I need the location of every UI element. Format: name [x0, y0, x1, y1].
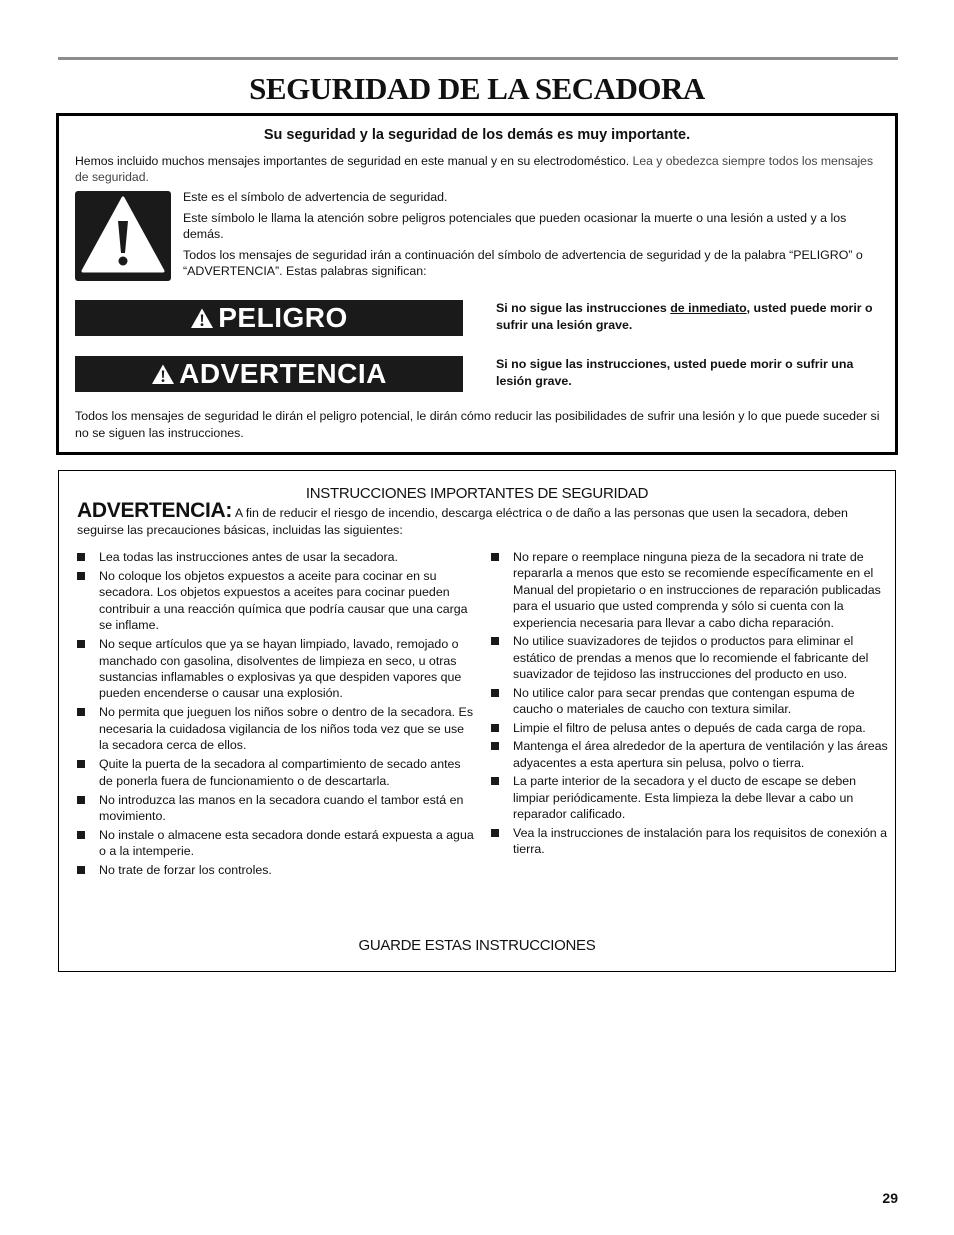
bullet-icon	[491, 777, 499, 785]
safety-box	[56, 113, 898, 455]
list-item-text: No utilice suavizadores de tejidos o productos para eliminar el estático de prendas a menos que lo recomiende el fabricante del suavizador de tejidoso las instrucciones del producto en uso.	[513, 634, 869, 682]
page-number: 29	[882, 1190, 898, 1206]
list-item-text: No seque artículos que ya se hayan limpiado, lavado, remojado o manchado con gasolina, disolventes de limpieza en seco, u otras sustancias inflamables o explosivas ya que despiden vapores que pueden encenderse o causar una explosión.	[99, 637, 462, 701]
instructions-heading: INSTRUCCIONES IMPORTANTES DE SEGURIDAD	[305, 485, 649, 502]
safety-intro-tail: Lea y obedezca siempre todos los mensajes de seguridad.	[75, 154, 874, 184]
bullet-icon	[77, 796, 85, 804]
list-item	[491, 720, 891, 736]
list-item	[77, 756, 477, 789]
bullet-icon	[77, 572, 85, 580]
list-item	[491, 549, 891, 631]
warning-triangle-icon	[190, 307, 214, 329]
advertencia-description: Si no sigue las instrucciones, usted puede morir o sufrir una lesión grave.	[496, 357, 854, 388]
list-item-text: No repare o reemplace ninguna pieza de la secadora ni trate de repararla a menos que esto se recomiende específicamente en el Manual del propietario o en instrucciones de reparación publicadas para el usuario que usted comprenda y sólo si cuenta con la experiencia necesaria para llevar a cabo dicha reparación.	[513, 550, 881, 630]
list-item-text: No coloque los objetos expuestos a aceite para cocinar en su secadora. Los objetos expuestos a aceites para cocinar pueden contribuir a una reacción química que podría causar que una carga se inflame.	[99, 569, 468, 633]
peligro-description	[496, 300, 888, 334]
bullet-icon	[77, 640, 85, 648]
bullet-icon	[491, 689, 499, 697]
peligro-desc-text: Si no sigue las instrucciones	[496, 301, 671, 315]
list-item-text: La parte interior de la secadora y el ducto de escape se deben limpiar periódicamente. Esta limpieza la debe llevar a cabo un reparador calificado.	[513, 774, 857, 822]
list-item	[491, 633, 891, 682]
page-title: SEGURIDAD DE LA SECADORA	[249, 71, 705, 106]
list-item	[77, 862, 477, 878]
list-item	[491, 825, 891, 858]
peligro-desc-text-end: , usted puede morir o sufrir una lesión grave.	[496, 301, 873, 332]
instructions-footer: GUARDE ESTAS INSTRUCCIONES	[358, 937, 596, 954]
bullet-icon	[77, 708, 85, 716]
bullet-icon	[77, 866, 85, 874]
list-item	[491, 685, 891, 718]
peligro-desc-emphasis: de inmediato	[670, 301, 747, 315]
list-item-text: No permita que jueguen los niños sobre o dentro de la secadora. Es necesaria la cuidadosa vigilancia de los niños toda vez que se use la secadora cerca de ellos.	[99, 705, 474, 753]
warning-triangle-icon	[151, 363, 175, 385]
top-rule	[58, 57, 898, 60]
list-item-text: No trate de forzar los controles.	[99, 863, 272, 878]
list-item	[77, 568, 477, 634]
list-item	[491, 773, 891, 822]
list-item-text: Vea la instrucciones de instalación para los requisitos de conexión a tierra.	[513, 825, 888, 857]
peligro-label: PELIGRO	[218, 302, 348, 333]
bullet-icon	[77, 760, 85, 768]
instructions-box	[58, 470, 896, 972]
bullet-icon	[491, 637, 499, 645]
list-item	[491, 738, 891, 771]
peligro-signal-bar	[75, 300, 463, 336]
safety-intro-main: Hemos incluido muchos mensajes importantes de seguridad en este manual y en su electrodoméstico.	[75, 154, 630, 168]
bullet-icon	[77, 553, 85, 561]
list-item-text: No introduzca las manos en la secadora cuando el tambor está en movimiento.	[99, 792, 464, 824]
list-item	[77, 792, 477, 825]
bullet-icon	[77, 831, 85, 839]
left-instruction-list	[77, 549, 477, 881]
advertencia-inline-label: ADVERTENCIA:	[77, 499, 233, 522]
symbol-line: Todos los mensajes de seguridad irán a continuación del símbolo de advertencia de seguridad y de la palabra “PELIGRO” o “ADVERTENCIA”. Estas palabras significan:	[183, 247, 863, 278]
list-item-text: No instale o almacene esta secadora donde estará expuesta a agua o a la intemperie.	[99, 828, 474, 859]
list-item-text: Limpie el filtro de pelusa antes o depués de cada carga de ropa.	[513, 720, 866, 735]
list-item-text: No utilice calor para secar prendas que contengan espuma de caucho o materiales de caucho con textura similar.	[513, 685, 855, 717]
symbol-explanation	[183, 189, 883, 284]
safety-alert-symbol-icon	[75, 191, 171, 281]
bullet-icon	[491, 724, 499, 732]
right-instruction-list	[491, 549, 891, 860]
advertencia-signal-bar	[75, 356, 463, 392]
list-item-text: Lea todas las instrucciones antes de usar la secadora.	[99, 550, 398, 564]
symbol-line: Este es el símbolo de advertencia de seguridad.	[183, 190, 448, 204]
symbol-line: Este símbolo le llama la atención sobre peligros potenciales que pueden ocasionar la muerte o una lesión a usted y a los demás.	[183, 210, 847, 241]
advertencia-label: ADVERTENCIA	[179, 358, 387, 389]
bullet-icon	[491, 553, 499, 561]
list-item	[77, 636, 477, 702]
bullet-icon	[491, 829, 499, 837]
instructions-intro-text: A fin de reducir el riesgo de incendio, descarga eléctrica o de daño a las personas que usen la secadora, deben seguirse las precauciones básicas, incluidas las siguientes:	[77, 506, 848, 537]
list-item-text: Quite la puerta de la secadora al compartimiento de secado antes de ponerla fuera de funcionamiento o de descartarla.	[99, 757, 461, 788]
list-item	[77, 549, 477, 565]
list-item	[77, 704, 477, 753]
safety-heading: Su seguridad y la seguridad de los demás es muy importante.	[263, 127, 691, 143]
list-item-text: Mantenga el área alrededor de la apertura de ventilación y las áreas adyacentes a esta apertura sin pelusa, polvo o tierra.	[513, 739, 888, 770]
safety-intro	[75, 153, 881, 185]
instructions-intro	[77, 499, 877, 538]
safety-footer: Todos los mensajes de seguridad le dirán el peligro potencial, le dirán cómo reducir las posibilidades de sufrir una lesión y lo que puede suceder si no se siguen las instrucciones.	[75, 409, 880, 440]
list-item	[77, 827, 477, 860]
bullet-icon	[491, 742, 499, 750]
